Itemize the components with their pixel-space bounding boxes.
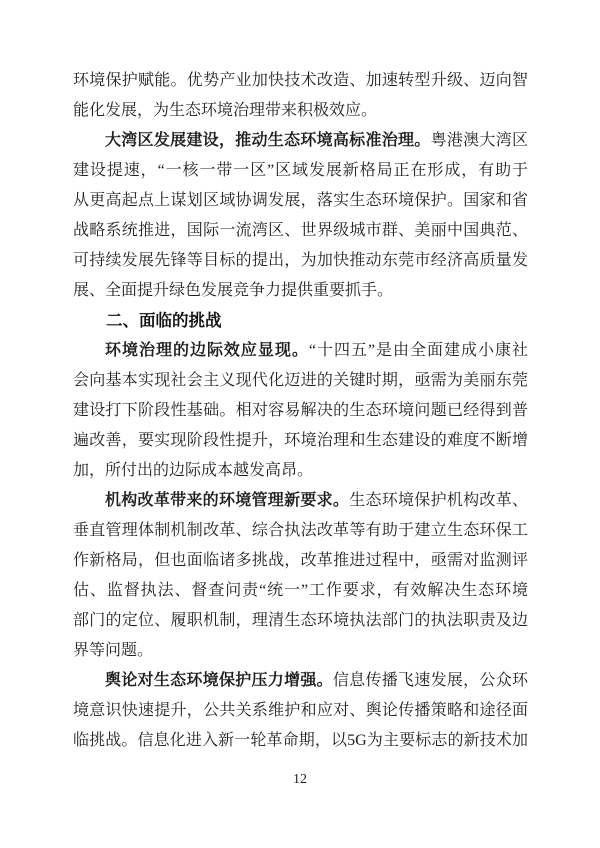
text-line bbox=[73, 486, 528, 516]
body-text: 信息传播飞速发展，公众环 bbox=[332, 672, 528, 689]
body-text: 临挑战。信息化进入新一轮革命期，以5G为主要标志的新技术加 bbox=[73, 732, 528, 749]
text-line bbox=[73, 216, 528, 246]
text-line bbox=[73, 516, 528, 546]
text-line bbox=[73, 666, 528, 696]
body-text: 能化发展，为生态环境治理带来积极效应。 bbox=[73, 102, 378, 119]
body-text: 建设提速，“一核一带一区”区域发展新格局正在形成，有助于 bbox=[73, 162, 528, 179]
body-text: 展、全面提升绿色发展竞争力提供重要抓手。 bbox=[73, 282, 394, 299]
body-text: 可持续发展先锋等目标的提出，为加快推动东莞市经济高质量发 bbox=[73, 252, 528, 269]
document-text bbox=[73, 66, 528, 756]
text-line bbox=[73, 126, 528, 156]
emphasis-text: 环境治理的边际效应显现。 bbox=[105, 342, 309, 359]
text-line bbox=[73, 546, 528, 576]
text-line bbox=[73, 726, 528, 756]
emphasis-text: 舆论对生态环境保护压力增强。 bbox=[105, 672, 333, 689]
body-text: 界等问题。 bbox=[73, 642, 154, 659]
body-text: 作新格局，但也面临诸多挑战，改革推进过程中，亟需对监测评 bbox=[73, 552, 528, 569]
text-line bbox=[73, 696, 528, 726]
text-line bbox=[73, 396, 528, 426]
body-text: 从更高起点上谋划区域协调发展，落实生态环境保护。国家和省 bbox=[73, 192, 528, 209]
text-line bbox=[73, 156, 528, 186]
body-text: “十四五”是由全面建成小康社 bbox=[308, 342, 528, 359]
text-line bbox=[73, 606, 528, 636]
body-text: 遍改善，要实现阶段性提升，环境治理和生态建设的难度不断增 bbox=[73, 432, 528, 449]
body-text: 估、监督执法、督查问责“统一”工作要求，有效解决生态环境 bbox=[73, 582, 528, 599]
body-text: 境意识快速提升，公共关系维护和应对、舆论传播策略和途径面 bbox=[73, 702, 528, 719]
text-line bbox=[73, 96, 528, 126]
emphasis-text: 大湾区发展建设，推动生态环境高标准治理。 bbox=[105, 132, 431, 149]
section-heading bbox=[73, 306, 528, 336]
text-line bbox=[73, 66, 528, 96]
page-number: 12 bbox=[293, 772, 307, 787]
body-text: 部门的定位、履职机制，理清生态环境执法部门的执法职责及边 bbox=[73, 612, 528, 629]
body-text: 生态环境保护机构改革、 bbox=[349, 492, 528, 509]
text-line bbox=[73, 186, 528, 216]
text-line bbox=[73, 576, 528, 606]
text-line bbox=[73, 366, 528, 396]
body-text: 粤港澳大湾区 bbox=[430, 132, 528, 149]
emphasis-text: 二、面临的挑战 bbox=[106, 312, 222, 330]
text-line bbox=[73, 246, 528, 276]
body-text: 建设打下阶段性基础。相对容易解决的生态环境问题已经得到普 bbox=[73, 402, 528, 419]
body-text: 会向基本实现社会主义现代化迈进的关键时期，亟需为美丽东莞 bbox=[73, 372, 528, 389]
text-line bbox=[73, 426, 528, 456]
body-text: 环境保护赋能。优势产业加快技术改造、加速转型升级、迈向智 bbox=[73, 72, 528, 89]
text-line bbox=[73, 276, 528, 306]
body-text: 垂直管理体制机制改革、综合执法改革等有助于建立生态环保工 bbox=[73, 522, 528, 539]
body-text: 加，所付出的边际成本越发高昂。 bbox=[73, 462, 314, 479]
text-line bbox=[73, 636, 528, 666]
body-text: 战略系统推进，国际一流湾区、世界级城市群、美丽中国典范、 bbox=[73, 222, 528, 239]
text-line bbox=[73, 456, 528, 486]
text-line bbox=[73, 336, 528, 366]
emphasis-text: 机构改革带来的环境管理新要求。 bbox=[105, 492, 350, 509]
